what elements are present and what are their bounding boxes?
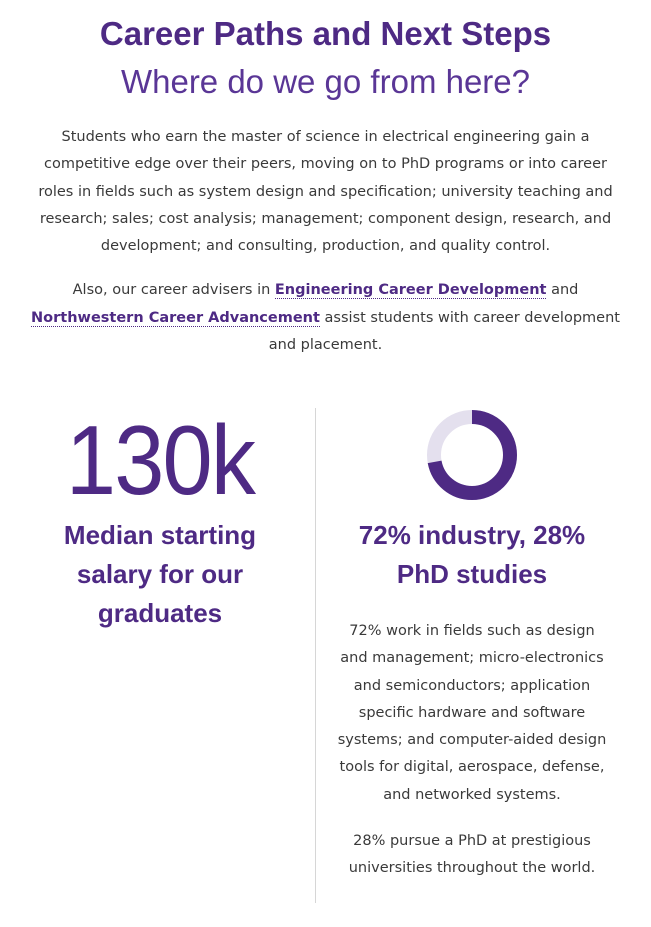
outcomes-stat bbox=[320, 408, 651, 883]
advisers-suffix: assist students with career development and placement. bbox=[268, 309, 620, 354]
northwestern-career-advancement-link[interactable]: Northwestern Career Advancement bbox=[31, 309, 320, 326]
salary-label: Median starting salary for our graduates bbox=[63, 520, 257, 628]
outcomes-label: 72% industry, 28% PhD studies bbox=[358, 520, 586, 589]
advisers-and: and bbox=[546, 282, 579, 299]
intro-paragraph: Students who earn the master of science in electrical engineering gain a competitive edge over their peers, moving on to PhD programs or into career roles in fields such as system design and specification; university teaching and research; sales; cost analysis; management; component design, research, and development; and consulting, production, and quality control. bbox=[38, 129, 613, 255]
advisers-prefix: Also, our career advisers in bbox=[72, 282, 275, 299]
salary-stat bbox=[0, 405, 320, 633]
page-title: Career Paths and Next Steps bbox=[99, 15, 552, 52]
page-subtitle: Where do we go from here? bbox=[120, 63, 531, 100]
advisers-paragraph bbox=[31, 277, 621, 359]
outcomes-donut-chart bbox=[425, 408, 519, 502]
engineering-career-development-link[interactable]: Engineering Career Development bbox=[274, 282, 547, 299]
salary-value: 130k bbox=[65, 405, 255, 515]
phd-description: 28% pursue a PhD at prestigious universities throughout the world. bbox=[348, 833, 596, 877]
stats-section bbox=[0, 405, 651, 908]
stats-divider bbox=[315, 408, 316, 903]
industry-description: 72% work in fields such as design and management; micro-electronics and semiconductors; application specific hardware and software systems; and computer-aided design tools for digital, aerospace, defense, and networked systems. bbox=[337, 623, 607, 803]
